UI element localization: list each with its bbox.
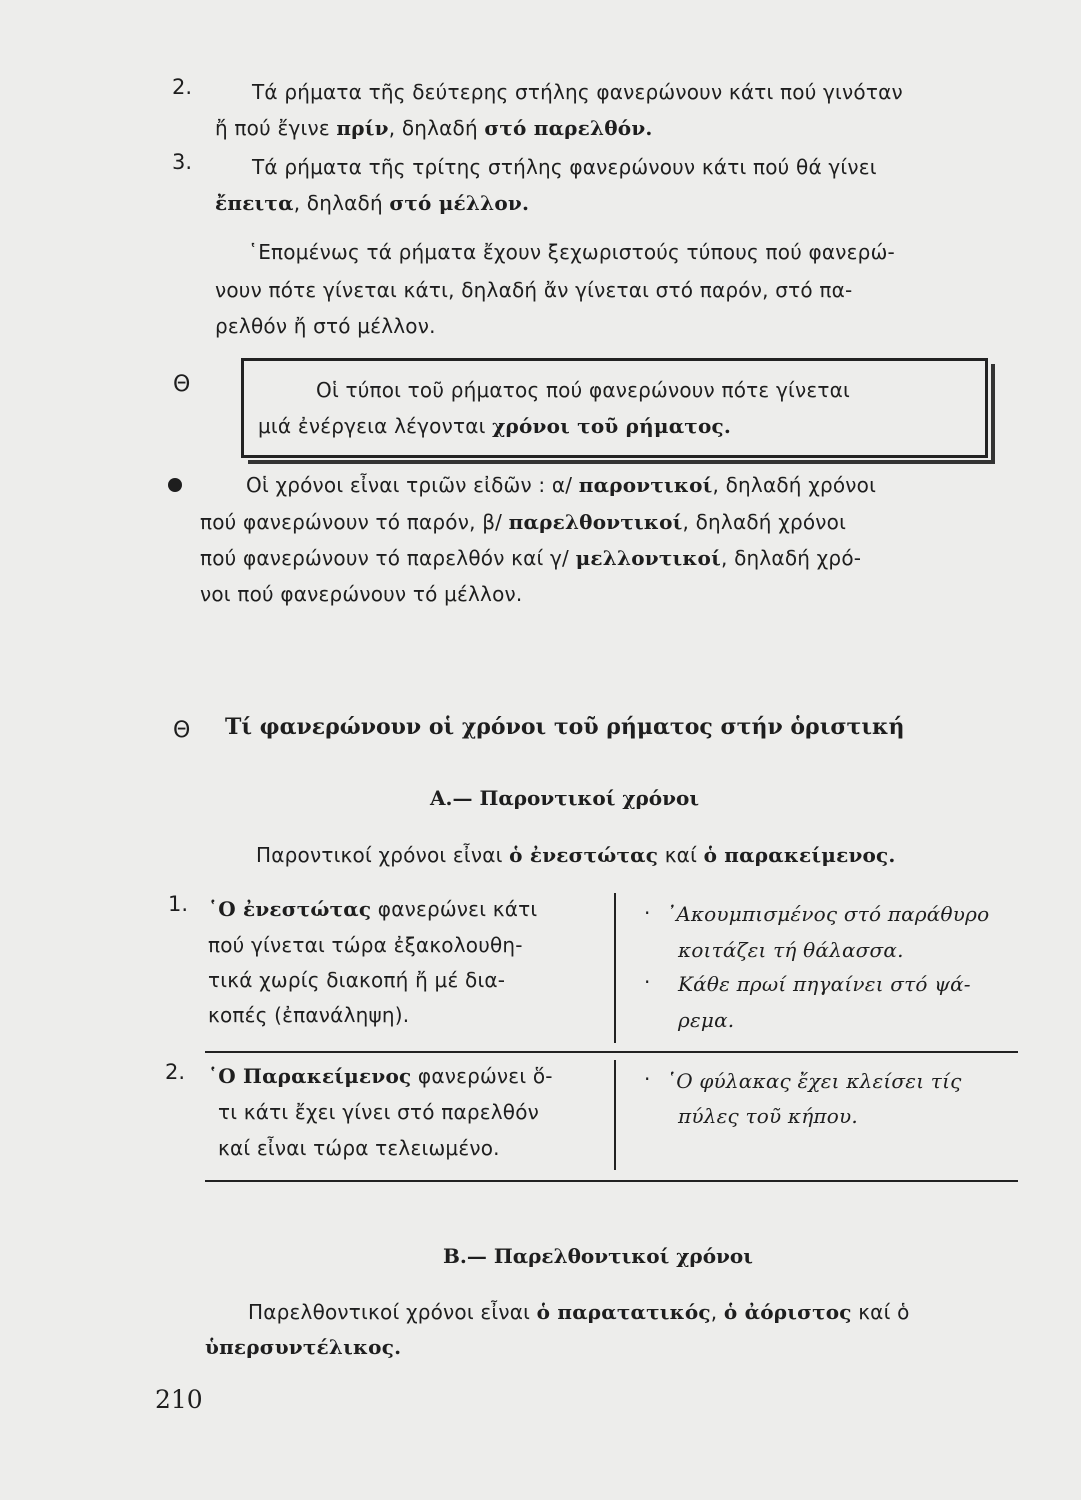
- example-bullet-2: ·: [644, 970, 651, 994]
- theta-symbol-rule: Θ: [173, 372, 191, 397]
- table-row-1-example-2-line-1: Κάθε πρωί πηγαίνει στό ψά-: [678, 972, 971, 996]
- part-b-line-2: ὑπερσυντέλικος.: [205, 1335, 402, 1359]
- table-row-divider-2: [205, 1180, 1018, 1182]
- table-row-2-example-1-line-1: ῾Ο φύλακας ἔχει κλείσει τίς: [666, 1069, 962, 1093]
- rule-box-line-1: Οἱ τύποι τοῦ ρήματος πού φανερώνουν πότε γίνεται: [316, 378, 850, 402]
- example-bullet-1: ·: [644, 901, 651, 925]
- list-number-3: 3.: [172, 150, 193, 174]
- rule-box-line-2: μιά ἐνέργεια λέγονται χρόνοι τοῦ ρήματος.: [258, 414, 732, 438]
- kinds-line-3: πού φανερώνουν τό παρελθόν καί γ/ μελλοντικοί, δηλαδή χρό-: [200, 546, 862, 570]
- table-row-1-line-3: τικά χωρίς διακοπή ἤ μέ δια-: [208, 968, 506, 992]
- consequence-line-2: νουν πότε γίνεται κάτι, δηλαδή ἄν γίνεται στό παρόν, στό πα-: [215, 278, 853, 302]
- table-row-2-line-3: καί εἶναι τώρα τελειωμένο.: [218, 1136, 500, 1160]
- table-row-1-example-2-line-2: ρεμα.: [678, 1008, 735, 1032]
- part-b-line-1: Παρελθοντικοί χρόνοι εἶναι ὁ παρατατικός, ὁ ἀόριστος καί ὁ: [248, 1300, 910, 1324]
- table-row-2-example-1-line-2: πύλες τοῦ κήπου.: [678, 1104, 858, 1128]
- paragraph-2-line-1: Τά ρήματα τῆς δεύτερης στήλης φανερώνουν κάτι πού γινόταν: [252, 80, 903, 104]
- theta-symbol-section: Θ: [173, 718, 191, 743]
- kinds-line-1: Οἱ χρόνοι εἶναι τριῶν εἰδῶν : α/ παροντικοί, δηλαδή χρόνοι: [246, 473, 877, 497]
- part-a-intro: Παροντικοί χρόνοι εἶναι ὁ ἐνεστώτας καί ὁ παρακείμενος.: [256, 843, 896, 867]
- list-number-2: 2.: [172, 75, 193, 99]
- paragraph-2-line-2: ἤ πού ἔγινε πρίν, δηλαδή στό παρελθόν.: [215, 116, 653, 140]
- part-b-title: Β.— Παρελθοντικοί χρόνοι: [443, 1244, 753, 1268]
- paragraph-3-line-1: Τά ρήματα τῆς τρίτης στήλης φανερώνουν κάτι πού θά γίνει: [252, 155, 877, 179]
- table-row-1-line-2: πού γίνεται τώρα ἐξακολουθη-: [208, 933, 523, 957]
- table-row-2-line-1: ῾Ο Παρακείμενος φανερώνει ὅ-: [208, 1064, 553, 1088]
- rule-box: [241, 358, 988, 458]
- table-column-divider-1: [614, 893, 616, 1043]
- example-bullet-3: ·: [644, 1067, 651, 1091]
- table-row-1-number: 1.: [168, 892, 189, 916]
- section-title: Τί φανερώνουν οἱ χρόνοι τοῦ ρήματος στήν ὁριστική: [225, 714, 905, 740]
- kinds-line-4: νοι πού φανερώνουν τό μέλλον.: [200, 582, 523, 606]
- bullet-icon: [168, 478, 182, 492]
- page-number: 210: [155, 1385, 203, 1414]
- consequence-line-1: ῾Επομένως τά ρήματα ἔχουν ξεχωριστούς τύπους πού φανερώ-: [248, 240, 895, 264]
- paragraph-3-line-2: ἔπειτα, δηλαδή στό μέλλον.: [215, 191, 530, 215]
- table-row-1-line-1: ῾Ο ἐνεστώτας φανερώνει κάτι: [208, 897, 538, 921]
- table-column-divider-2: [614, 1060, 616, 1170]
- table-row-2-line-2: τι κάτι ἔχει γίνει στό παρελθόν: [218, 1100, 540, 1124]
- consequence-line-3: ρελθόν ἤ στό μέλλον.: [215, 314, 436, 338]
- table-row-1-example-1-line-2: κοιτάζει τή θάλασσα.: [678, 938, 904, 962]
- part-a-title: Α.— Παροντικοί χρόνοι: [430, 786, 700, 810]
- table-row-1-line-4: κοπές (ἐπανάληψη).: [208, 1003, 410, 1027]
- table-row-divider-1: [205, 1051, 1018, 1053]
- table-row-1-example-1-line-1: ᾿Ακουμπισμένος στό παράθυρο: [666, 902, 990, 926]
- kinds-line-2: πού φανερώνουν τό παρόν, β/ παρελθοντικοί, δηλαδή χρόνοι: [200, 510, 847, 534]
- table-row-2-number: 2.: [165, 1060, 186, 1084]
